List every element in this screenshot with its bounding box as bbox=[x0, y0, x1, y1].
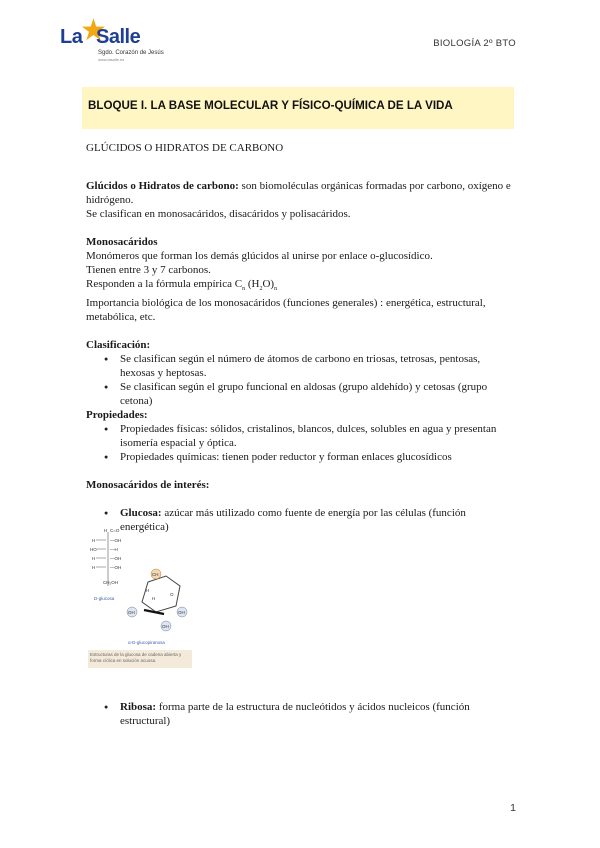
la-salle-logo bbox=[60, 16, 170, 66]
intro-line2: Se clasifican en monosacáridos, disacáridos y polisacáridos. bbox=[86, 208, 351, 220]
main-content bbox=[86, 137, 516, 534]
svg-text:CH₂OH: CH₂OH bbox=[103, 580, 118, 585]
logo-salle-text: Salle bbox=[96, 26, 141, 48]
svg-text:H: H bbox=[152, 596, 156, 601]
label-open-chain: D-glucosa bbox=[94, 596, 115, 601]
logo-la-text: La bbox=[60, 26, 83, 48]
subject-header: BIOLOGÍA 2º BTO bbox=[433, 38, 516, 49]
svg-text:OH: OH bbox=[128, 610, 135, 615]
svg-text:H: H bbox=[92, 538, 96, 543]
page-number: 1 bbox=[510, 802, 516, 814]
mono-line2: Tienen entre 3 y 7 carbonos. bbox=[86, 264, 211, 276]
interes-heading: Monosacáridos de interés: bbox=[86, 479, 210, 492]
svg-text:C=O: C=O bbox=[110, 528, 120, 533]
svg-text:OH: OH bbox=[162, 624, 169, 629]
mono-line4: Importancia biológica de los monosacáridos (funciones generales) : energética, estructural, metabólica, etc. bbox=[86, 297, 486, 324]
intro-text: son biomoléculas orgánicas formadas por carbono, oxígeno e hidrógeno. bbox=[86, 180, 511, 206]
props-heading: Propiedades: bbox=[86, 409, 148, 422]
list-item-glucosa: ● Glucosa: azúcar más utilizado como fuente de energía por las células (función energética) bbox=[120, 506, 516, 534]
svg-text:CH: CH bbox=[152, 572, 159, 577]
section-title: GLÚCIDOS O HIDRATOS DE CARBONO bbox=[86, 142, 284, 154]
props-list bbox=[86, 422, 516, 464]
title-band bbox=[82, 87, 514, 129]
svg-text:HO: HO bbox=[90, 547, 97, 552]
svg-text:H: H bbox=[104, 528, 108, 533]
glucose-structure-figure bbox=[88, 526, 192, 672]
svg-text:H: H bbox=[92, 556, 96, 561]
figure-caption: Estructuras de la glucosa de cadena abierta y forma cíclica en solución acuosa. bbox=[88, 650, 192, 668]
clasif-heading: Clasificación: bbox=[86, 339, 151, 352]
svg-text:—OH: —OH bbox=[110, 565, 122, 570]
logo-subtitle: Sgdo. Corazón de Jesús bbox=[98, 50, 164, 56]
list-item: ● Se clasifican según el número de átomos de carbono en triosas, tetrosas, pentosas, hexosas y heptosas. bbox=[120, 352, 516, 380]
logo-url: www.lasalle.es bbox=[98, 57, 125, 62]
mono-heading: Monosacáridos bbox=[86, 236, 158, 248]
label-ring: α-D-glucopiranosa bbox=[128, 640, 165, 645]
svg-text:H: H bbox=[146, 588, 150, 593]
list-item: ● Propiedades físicas: sólidos, cristalinos, blancos, dulces, solubles en agua y presentan isomería espacial y óptica. bbox=[120, 422, 516, 450]
svg-text:—OH: —OH bbox=[110, 538, 122, 543]
page-title: BLOQUE I. LA BASE MOLECULAR Y FÍSICO-QUÍMICA DE LA VIDA bbox=[88, 99, 453, 112]
mono-formula: Responden a la fórmula empírica $C_n$ $(H_2O)_n$ bbox=[86, 278, 278, 293]
mono-line1: Monómeros que forman los demás glúcidos al unirse por enlace o-glucosídico. bbox=[86, 250, 433, 262]
list-item-ribosa: ● Ribosa: forma parte de la estructura de nucleótidos y ácidos nucleicos (función estructural) bbox=[120, 700, 516, 728]
svg-text:H: H bbox=[92, 565, 96, 570]
intro-bold: Glúcidos o Hidratos de carbono: bbox=[86, 180, 239, 192]
star-icon: ★ bbox=[80, 14, 107, 47]
list-item: ● Propiedades químicas: tienen poder reductor y forman enlaces glucosídicos bbox=[120, 450, 516, 464]
clasif-list bbox=[86, 352, 516, 408]
svg-text:—H: —H bbox=[110, 547, 118, 552]
glucose-structure-diagram bbox=[88, 526, 192, 650]
svg-text:OH: OH bbox=[178, 610, 185, 615]
svg-text:O: O bbox=[170, 592, 174, 597]
ribosa-section bbox=[86, 700, 516, 728]
svg-text:—OH: —OH bbox=[110, 556, 122, 561]
intro-paragraph bbox=[86, 179, 516, 207]
list-item: ● Se clasifican según el grupo funcional en aldosas (grupo aldehído) y cetosas (grupo cetona) bbox=[120, 380, 516, 408]
